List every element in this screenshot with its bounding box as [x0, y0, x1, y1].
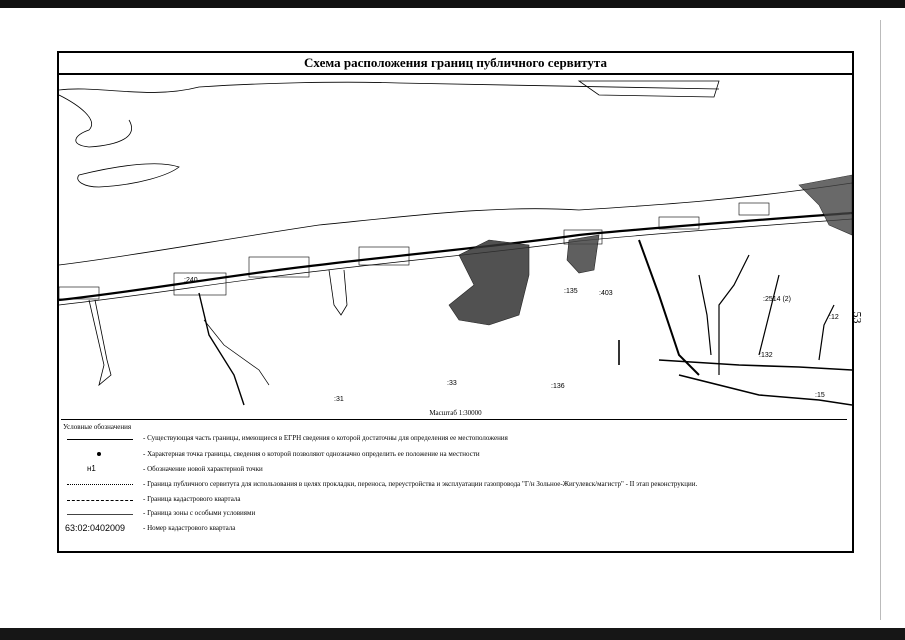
branch-pipeline	[719, 255, 749, 375]
new-point-symbol: н1	[87, 464, 96, 473]
cadastral-number-132: :132	[759, 352, 773, 359]
cadastral-number-403: :403	[599, 290, 613, 297]
branch-pipeline	[639, 240, 699, 375]
legend-text: - Граница публичного сервитута для использования в целях прокладки, переноса, переустройства и эксплуатации газопровода "Г/н Зольное-Жигулевск/магистр" - II этап реконструкции.	[143, 480, 698, 488]
cadastral-number-33: :33	[447, 380, 457, 387]
legend-text: - Граница кадастрового квартала	[143, 495, 241, 503]
ravine-line	[204, 320, 269, 385]
map-scale: Масштаб 1:30000	[429, 409, 482, 417]
branch-pipeline	[699, 275, 711, 355]
cadastral-block	[739, 203, 769, 215]
gully-outline	[329, 270, 347, 315]
sandbar-outline	[78, 164, 179, 187]
cadastral-number-31: :31	[334, 396, 344, 403]
legend-row-servitude-boundary	[61, 479, 841, 491]
legend-text: - Существующая часть границы, имеющиеся в ЕГРН сведения о которой достаточны для определения ее местоположения	[143, 434, 508, 442]
quarter-number-symbol: 63:02:0402009	[65, 523, 126, 533]
legend-row-new-point	[61, 464, 841, 476]
zone-line-symbol	[67, 514, 133, 515]
point-symbol	[97, 452, 101, 456]
dash-line-symbol	[67, 500, 133, 501]
map-sheet	[57, 51, 854, 553]
page-number: 53	[850, 311, 865, 324]
cadastral-number-12: :12	[829, 314, 839, 321]
sheet-title: Схема расположения границ публичного сервитута	[59, 53, 852, 75]
scan-edge-line	[880, 20, 881, 620]
legend-text: - Номер кадастрового квартала	[143, 524, 236, 532]
legend	[61, 419, 847, 550]
dense-boundary-area	[449, 240, 529, 325]
dense-boundary-area	[799, 175, 852, 235]
legend-row-quarter-number	[61, 523, 841, 535]
servitude-line-symbol	[67, 484, 133, 485]
cadastral-number-2514: :2514 (2)	[763, 296, 792, 303]
map-area	[59, 75, 852, 408]
river-bank-left	[59, 95, 132, 147]
legend-row-characteristic-point	[61, 449, 841, 461]
cadastral-number-240: :240	[184, 277, 198, 284]
river-bank-line	[59, 82, 719, 92]
legend-title: Условные обозначения	[63, 423, 132, 431]
branch-pipeline	[199, 293, 244, 405]
legend-text: - Характерная точка границы, сведения о которой позволяют однозначно определить ее положение на местности	[143, 450, 480, 458]
cadastral-number-15: :15	[815, 392, 825, 399]
scan-bottom-border	[0, 628, 905, 640]
legend-text: - Обозначение новой характерной точки	[143, 465, 263, 473]
branch-pipeline	[759, 275, 779, 355]
cadastral-number-135: :135	[564, 288, 578, 295]
map-drawing	[59, 75, 852, 408]
legend-row-quarter-boundary	[61, 494, 841, 506]
scan-top-border	[0, 0, 905, 8]
legend-text: - Граница зоны с особыми условиями	[143, 509, 256, 517]
solid-line-symbol	[67, 439, 133, 440]
legend-row-zone-boundary	[61, 508, 841, 520]
gully-outline	[89, 300, 111, 385]
road-line	[59, 219, 852, 305]
legend-row-existing-boundary	[61, 433, 841, 445]
shoreline	[59, 183, 852, 265]
dense-boundary-area	[567, 235, 599, 273]
cadastral-number-136: :136	[551, 383, 565, 390]
branch-pipeline	[679, 375, 852, 405]
